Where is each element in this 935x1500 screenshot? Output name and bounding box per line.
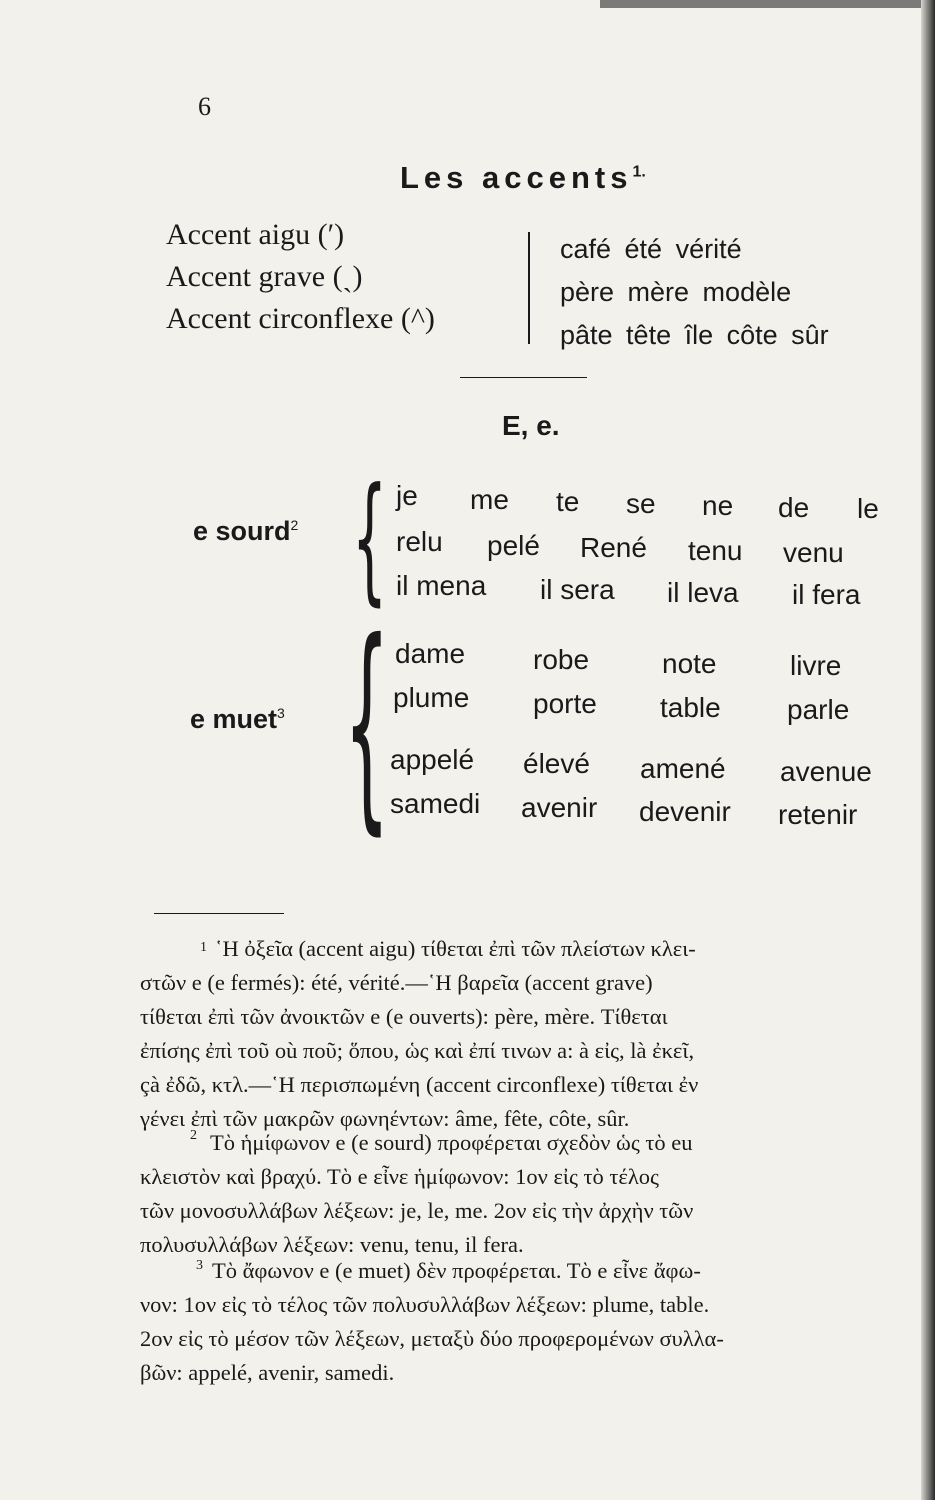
accent-aigu-examples: café été vérité	[560, 234, 742, 264]
e-muet-label	[190, 704, 285, 735]
page-top-shadow	[600, 0, 935, 8]
title-text: Les accents	[400, 160, 633, 195]
e-muet-word: samedi	[390, 788, 481, 819]
page-edge-shadow	[921, 0, 935, 1500]
e-muet-label-text: e muet	[190, 704, 278, 734]
footnote-line: γένει ἐπὶ τῶν μακρῶν φωνηέντων: âme, fête, côte, sûr.	[140, 1106, 630, 1131]
footnote-line: τῶν μονοσυλλάβων λέξεων: je, le, me. 2ον εἰς τὴν ἀρχὴν τῶν	[140, 1198, 694, 1223]
e-sourd-word: je	[396, 480, 418, 511]
e-muet-word: plume	[393, 682, 470, 713]
e-muet-word: livre	[790, 650, 842, 681]
footnote-line: βῶν: appelé, avenir, samedi.	[140, 1360, 395, 1385]
footnote-3-marker: 3	[196, 1258, 203, 1273]
e-sourd-word: tenu	[688, 535, 743, 566]
e-sourd-word: relu	[396, 526, 443, 557]
accents-divider	[528, 232, 530, 344]
footnote-line: 2ον εἰς τὸ μέσον τῶν λέξεων, μεταξὺ δύο προφερομένων συλλα-	[140, 1326, 724, 1351]
e-muet-word: retenir	[778, 799, 858, 830]
e-muet-word: porte	[533, 688, 597, 719]
e-sourd-word: venu	[783, 537, 844, 568]
e-muet-word: amené	[640, 753, 726, 784]
title-footnote-ref: 1.	[632, 163, 646, 181]
e-sourd-word: pelé	[487, 530, 540, 561]
e-muet-word: parle	[787, 694, 850, 725]
e-muet-footnote-ref: 3	[277, 705, 285, 721]
footnote-line: νον: 1ον εἰς τὸ τέλος τῶν πολυσυλλάβων λέξεων: plume, table.	[140, 1292, 710, 1317]
e-muet-word: devenir	[639, 796, 731, 827]
e-sourd-word: il sera	[540, 574, 615, 605]
e-muet-word: robe	[533, 644, 590, 675]
e-muet-word: élevé	[523, 748, 590, 779]
page-number: 6	[198, 92, 211, 121]
accent-grave-examples: père mère modèle	[560, 277, 792, 307]
footnote-rule	[154, 913, 284, 914]
e-sourd-word: de	[778, 492, 810, 523]
e-sourd-word: René	[580, 532, 647, 563]
e-sourd-label-text: e sourd	[193, 516, 291, 546]
footnote-2-marker: 2	[190, 1128, 197, 1143]
accent-circonflexe-examples: pâte tête île côte sûr	[560, 320, 829, 350]
e-sourd-word: se	[626, 488, 656, 519]
accent-circonflexe-label: Accent circonflexe (^)	[166, 302, 435, 335]
e-sourd-word: me	[470, 484, 509, 515]
page-title	[400, 160, 646, 196]
section-title: E, e.	[502, 410, 560, 441]
footnote-line: Τὸ ἄφωνον e (e muet) δὲν προφέρεται. Τὸ e εἶνε ἄφω-	[212, 1258, 701, 1283]
e-sourd-footnote-ref: 2	[290, 517, 299, 533]
accent-grave-label: Accent grave (ˎ)	[166, 260, 363, 293]
e-sourd-label	[193, 516, 298, 547]
e-muet-word: table	[660, 692, 721, 723]
e-muet-word: appelé	[390, 744, 475, 775]
section-rule	[460, 377, 587, 378]
e-muet-word: dame	[395, 638, 466, 669]
footnote-line: κλειστὸν καὶ βραχύ. Τὸ e εἶνε ἡμίφωνον: 1ον εἰς τὸ τέλος	[140, 1164, 659, 1189]
footnote-line: πολυσυλλάβων λέξεων: venu, tenu, il fera.	[140, 1232, 524, 1257]
e-sourd-word: il fera	[792, 579, 861, 610]
footnote-line: Τὸ ἡμίφωνον e (e sourd) προφέρεται σχεδὸν ὡς τὸ eu	[210, 1130, 693, 1155]
footnote-line: στῶν e (e fermés): été, vérité.—῾Η βαρεῖα (accent grave)	[140, 970, 653, 995]
e-sourd-word: il leva	[667, 577, 739, 608]
e-muet-brace: {	[344, 593, 390, 854]
e-muet-word: note	[662, 648, 717, 679]
e-muet-word: avenue	[780, 756, 872, 787]
footnote-line: çà ἐδῶ, κτλ.—῾Η περισπωμένη (accent circonflexe) τίθεται ἐν	[140, 1072, 699, 1097]
footnote-line: τίθεται ἐπὶ τῶν ἀνοικτῶν e (e ouverts): père, mère. Τίθεται	[140, 1004, 668, 1029]
e-sourd-word: il mena	[396, 570, 487, 601]
e-sourd-word: te	[556, 486, 580, 517]
e-sourd-brace: {	[352, 458, 388, 619]
footnote-line: ἐπίσης ἐπὶ τοῦ où ποῦ; ὅπου, ὡς καὶ ἐπί τινων a: à εἰς, là ἐκεῖ,	[140, 1038, 695, 1063]
footnote-1-marker: 1	[200, 940, 207, 955]
e-sourd-word: le	[857, 493, 879, 524]
accent-aigu-label: Accent aigu (′)	[166, 218, 345, 251]
e-sourd-word: ne	[702, 490, 734, 521]
e-muet-word: avenir	[521, 792, 598, 823]
footnote-line: ῾Η ὀξεῖα (accent aigu) τίθεται ἐπὶ τῶν πλείστων κλει-	[215, 936, 696, 961]
